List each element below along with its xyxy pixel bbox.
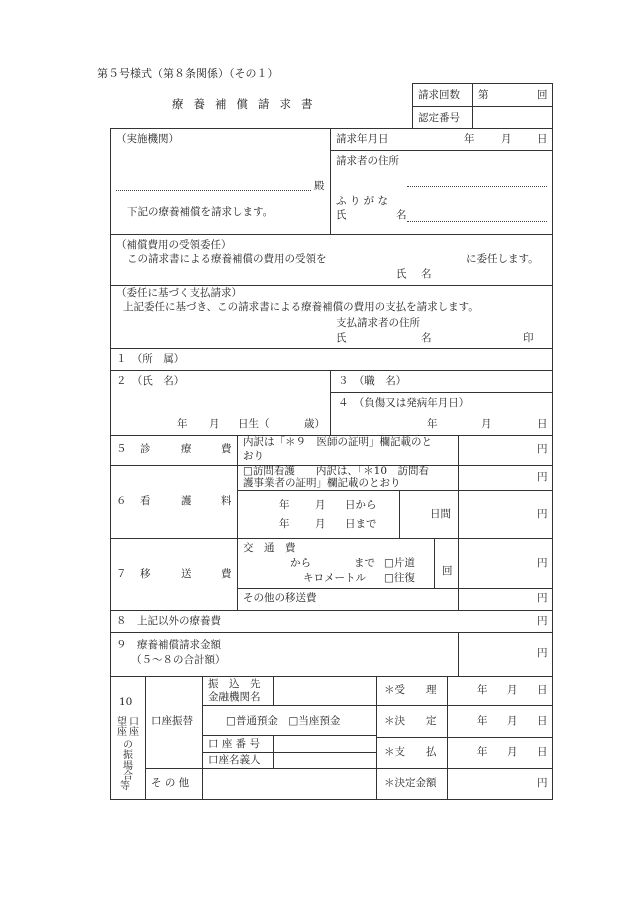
receipt-year: 年 [477, 684, 488, 696]
other-medical-fee-yen: 円 [537, 615, 548, 627]
injury-date-label: ４ （負傷又は発病年月日） [338, 397, 470, 409]
receipt-month: 月 [507, 684, 518, 696]
affiliation-label: １ （所 属） [116, 353, 185, 365]
furigana-label: ふ り が な [336, 195, 389, 207]
nursing-to-month: 月 [315, 518, 326, 530]
dono-label: 殿 [314, 180, 325, 192]
payment-day: 日 [537, 746, 548, 758]
account-holder-label: 口座名義人 [208, 754, 261, 766]
medical-fee-label-2: 療 [181, 443, 192, 455]
entrust-name-shi: 氏 [396, 268, 407, 280]
injury-date-month: 月 [481, 418, 492, 430]
oneway-checkbox[interactable]: □片道 [384, 557, 415, 569]
request-count-kai: 回 [537, 89, 548, 101]
transport-times: 回 [442, 565, 453, 577]
request-date-label: 請求年月日 [336, 133, 389, 145]
nursing-fee-num: ６ [116, 495, 127, 507]
birth-day: 日生（ [238, 418, 270, 430]
other-transport-label: その他の移送費 [243, 592, 317, 604]
bank-label-2: 金融機関名 [208, 691, 261, 703]
nursing-to-year: 年 [279, 518, 290, 530]
nursing-days: 日間 [430, 508, 451, 520]
transport-from: から [290, 557, 311, 569]
decision-label: ＊決 定 [384, 715, 437, 727]
bank-name-input[interactable] [276, 679, 373, 703]
injury-date-day: 日 [537, 418, 548, 430]
section10-col3: の振 [120, 739, 132, 759]
injury-date-year: 年 [427, 418, 438, 430]
nursing-fee-label-2: 護 [181, 495, 192, 507]
request-date-year: 年 [464, 133, 475, 145]
payment-label: ＊支 払 [384, 746, 437, 758]
transport-fee-label-3: 費 [221, 568, 232, 580]
decision-day: 日 [537, 715, 548, 727]
claimant-address-label: 請求者の住所 [336, 155, 399, 167]
other-medical-fee-label: ８ 上記以外の療養費 [116, 615, 221, 627]
other-method-label: そ の 他 [151, 777, 190, 789]
section10-num: 10 [119, 696, 133, 708]
payment-request-label: （委任に基づく支払請求） [116, 287, 242, 299]
cert-no-input[interactable] [475, 108, 550, 127]
payment-month: 月 [507, 746, 518, 758]
transport-fee-label-1: 移 [140, 568, 151, 580]
payer-name-shi: 氏 [336, 332, 347, 344]
km-label: キロメートル [303, 572, 366, 584]
nursing-from-day: 日から [345, 499, 377, 511]
transport-label: 交 通 費 [243, 542, 296, 554]
account-number-input[interactable] [276, 737, 373, 751]
birth-year: 年 [177, 418, 188, 430]
bank-label-1: 振 込 先 [208, 678, 261, 690]
nursing-to-day: 日まで [345, 518, 377, 530]
entrust-name-mei: 名 [421, 268, 432, 280]
decided-amount-label: ＊決定金額 [384, 777, 437, 789]
payer-name-mei: 名 [421, 332, 432, 344]
medical-fee-label-1: 診 [140, 443, 151, 455]
account-holder-input[interactable] [276, 754, 373, 767]
nursing-fee-label-1: 看 [140, 495, 151, 507]
form-number: 第５号様式（第８条関係）（その１） [97, 67, 279, 80]
nursing-from-month: 月 [315, 499, 326, 511]
nursing-from-year: 年 [279, 499, 290, 511]
medical-fee-yen: 円 [537, 443, 548, 455]
payer-address-label: 支払請求者の住所 [336, 317, 420, 329]
seal-label: 印 [523, 332, 534, 344]
agency-input[interactable] [116, 150, 316, 188]
nursing-fee-label-3: 料 [221, 495, 232, 507]
transport-fee-yen-2: 円 [537, 592, 548, 604]
decided-amount-yen: 円 [537, 777, 548, 789]
section10-col5: 場合 [120, 760, 132, 780]
decision-year: 年 [477, 715, 488, 727]
birth-month: 月 [209, 418, 220, 430]
request-count-dai: 第 [478, 89, 489, 101]
total-claim-label: ９ 療養補償請求金額 [116, 639, 221, 651]
entrust-text: この請求書による療養補償の費用の受領を [127, 253, 327, 265]
section10-col1: 口座 [126, 716, 138, 736]
account-transfer-label: 口座振替 [151, 715, 193, 727]
receipt-day: 日 [537, 684, 548, 696]
medical-fee-num: ５ [116, 443, 127, 455]
home-nursing-note: 護事業者の証明」欄記載のとおり [243, 477, 401, 489]
agency-label: （実施機関） [116, 133, 179, 145]
transport-fee-yen-1: 円 [537, 557, 548, 569]
nursing-fee-yen-1: 円 [537, 471, 548, 483]
name-label: ２ （氏 名） [116, 375, 185, 387]
claimant-name-shi: 氏 [336, 209, 347, 221]
request-statement: 下記の療養補償を請求します。 [127, 206, 274, 218]
nursing-fee-yen-2: 円 [537, 508, 548, 520]
cert-no-label: 認定番号 [418, 112, 460, 124]
entrust-label: （補償費用の受領委任） [116, 239, 232, 251]
birth-age: 歳） [304, 418, 325, 430]
total-claim-yen: 円 [537, 647, 548, 659]
job-title-label: ３ （職 名） [338, 375, 407, 387]
receipt-label: ＊受 理 [384, 684, 437, 696]
roundtrip-checkbox[interactable]: □往復 [384, 572, 415, 584]
medical-fee-label-3: 費 [221, 443, 232, 455]
transport-to: まで [354, 557, 375, 569]
payment-year: 年 [477, 746, 488, 758]
transport-fee-num: ７ [116, 568, 127, 580]
page-title: 療養補償請求書 [172, 97, 323, 111]
account-number-label: 口 座 番 号 [208, 738, 261, 750]
claimant-name-mei: 名 [396, 209, 407, 221]
decision-month: 月 [507, 715, 518, 727]
total-claim-sub: （５～８の合計額） [131, 654, 226, 666]
section10-col6: 等 [120, 781, 130, 792]
request-date-month: 月 [501, 133, 512, 145]
request-date-day: 日 [537, 133, 548, 145]
payment-request-text: 上記委任に基づき、この請求書による療養補償の費用の支払を請求します。 [123, 301, 479, 313]
medical-fee-note-1: 内訳は「＊９ 医師の証明」欄記載のと [243, 436, 432, 448]
claimant-name-input[interactable] [408, 192, 548, 220]
medical-fee-note-2: おり [243, 450, 264, 462]
home-nursing-checkbox-text[interactable]: □訪問看護 内訳は、「＊10 訪問看 [243, 465, 430, 477]
entrust-suffix: に委任します。 [466, 253, 539, 265]
deposit-type-checkboxes[interactable]: □普通預金 □当座預金 [226, 715, 341, 727]
transport-fee-label-2: 送 [181, 568, 192, 580]
request-count-label: 請求回数 [418, 89, 460, 101]
section10-col2: 望座 [114, 716, 126, 736]
